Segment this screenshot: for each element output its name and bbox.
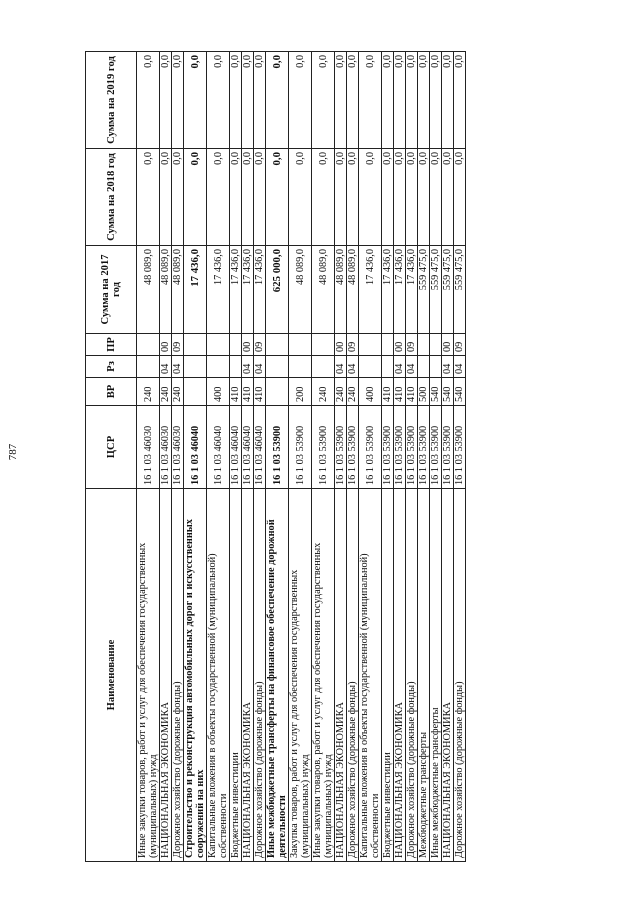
- cell-s2018: 0,0: [242, 149, 254, 246]
- cell-s2018: 0,0: [254, 149, 266, 246]
- cell-vr: 410: [406, 378, 418, 406]
- cell-s2018: 0,0: [394, 149, 406, 246]
- cell-s2019: 0,0: [242, 52, 254, 149]
- cell-rz: [312, 356, 335, 378]
- cell-pr: [207, 334, 230, 356]
- cell-s2019: 0,0: [184, 52, 207, 149]
- header-csr: ЦСР: [86, 406, 137, 489]
- header-rz: Рз: [86, 356, 137, 378]
- cell-pr: 00: [442, 334, 454, 356]
- cell-s2019: 0,0: [254, 52, 266, 149]
- cell-s2019: 0,0: [137, 52, 160, 149]
- cell-csr: 16 1 03 46040: [184, 406, 207, 489]
- header-row: [86, 52, 137, 862]
- cell-csr: 16 1 03 53900: [266, 406, 289, 489]
- table-row: [137, 52, 160, 862]
- cell-rz: [382, 356, 394, 378]
- cell-name: Дорожное хозяйство (дорожные фонды): [454, 489, 466, 862]
- cell-csr: 16 1 03 46030: [172, 406, 184, 489]
- cell-s2018: 0,0: [418, 149, 430, 246]
- cell-s2017: 17 436,0: [242, 246, 254, 334]
- cell-name: Иные межбюджетные трансферты на финансовое обеспечение дорожной деятельности: [266, 489, 289, 862]
- cell-vr: 200: [289, 378, 312, 406]
- cell-pr: [382, 334, 394, 356]
- cell-pr: 00: [160, 334, 172, 356]
- cell-vr: 410: [382, 378, 394, 406]
- cell-pr: [312, 334, 335, 356]
- cell-csr: 16 1 03 46030: [137, 406, 160, 489]
- table-row: [184, 52, 207, 862]
- cell-s2017: 48 089,0: [312, 246, 335, 334]
- cell-rz: [137, 356, 160, 378]
- cell-name: Дорожное хозяйство (дорожные фонды): [406, 489, 418, 862]
- cell-csr: 16 1 03 53900: [382, 406, 394, 489]
- cell-pr: [430, 334, 442, 356]
- header-sum-2018: Сумма на 2018 год: [86, 149, 137, 246]
- cell-csr: 16 1 03 53900: [442, 406, 454, 489]
- cell-name: Межбюджетные трансферты: [418, 489, 430, 862]
- cell-name: НАЦИОНАЛЬНАЯ ЭКОНОМИКА: [442, 489, 454, 862]
- cell-rz: 04: [254, 356, 266, 378]
- cell-name: Иные межбюджетные трансферты: [430, 489, 442, 862]
- table-row: [242, 52, 254, 862]
- cell-csr: 16 1 03 53900: [406, 406, 418, 489]
- table-row: [335, 52, 347, 862]
- cell-pr: [266, 334, 289, 356]
- cell-rz: 04: [442, 356, 454, 378]
- cell-s2019: 0,0: [454, 52, 466, 149]
- cell-csr: 16 1 03 46040: [254, 406, 266, 489]
- cell-csr: 16 1 03 46040: [242, 406, 254, 489]
- cell-pr: [418, 334, 430, 356]
- table-row: [454, 52, 466, 862]
- cell-pr: 09: [454, 334, 466, 356]
- cell-s2019: 0,0: [335, 52, 347, 149]
- cell-vr: 240: [312, 378, 335, 406]
- cell-s2019: 0,0: [442, 52, 454, 149]
- cell-vr: 240: [172, 378, 184, 406]
- cell-pr: 00: [242, 334, 254, 356]
- cell-s2018: 0,0: [137, 149, 160, 246]
- cell-s2017: 559 475,0: [454, 246, 466, 334]
- cell-rz: 04: [172, 356, 184, 378]
- cell-name: Бюджетные инвестиции: [382, 489, 394, 862]
- cell-name: НАЦИОНАЛЬНАЯ ЭКОНОМИКА: [160, 489, 172, 862]
- cell-csr: 16 1 03 46040: [230, 406, 242, 489]
- cell-s2018: 0,0: [335, 149, 347, 246]
- cell-s2017: 17 436,0: [254, 246, 266, 334]
- table-row: [230, 52, 242, 862]
- cell-s2019: 0,0: [289, 52, 312, 149]
- header-pr: ПР: [86, 334, 137, 356]
- cell-s2019: 0,0: [430, 52, 442, 149]
- cell-rz: 04: [335, 356, 347, 378]
- cell-s2018: 0,0: [442, 149, 454, 246]
- cell-s2017: 559 475,0: [442, 246, 454, 334]
- cell-s2017: 17 436,0: [230, 246, 242, 334]
- cell-pr: 00: [335, 334, 347, 356]
- cell-vr: 410: [242, 378, 254, 406]
- cell-vr: [184, 378, 207, 406]
- cell-s2018: 0,0: [406, 149, 418, 246]
- cell-name: Иные закупки товаров, работ и услуг для обеспечения государственных (муниципальных) нужд: [137, 489, 160, 862]
- cell-s2018: 0,0: [160, 149, 172, 246]
- budget-table-container: [85, 52, 466, 862]
- cell-vr: 540: [442, 378, 454, 406]
- table-row: [289, 52, 312, 862]
- cell-s2018: 0,0: [347, 149, 359, 246]
- cell-vr: 400: [359, 378, 382, 406]
- cell-vr: 240: [347, 378, 359, 406]
- cell-s2019: 0,0: [359, 52, 382, 149]
- cell-s2017: 48 089,0: [335, 246, 347, 334]
- table-row: [418, 52, 430, 862]
- cell-s2019: 0,0: [172, 52, 184, 149]
- cell-pr: [184, 334, 207, 356]
- table-row: [359, 52, 382, 862]
- cell-csr: 16 1 03 53900: [430, 406, 442, 489]
- cell-csr: 16 1 03 46040: [207, 406, 230, 489]
- cell-name: Капитальные вложения в объекты государственной (муниципальной) собственности: [359, 489, 382, 862]
- table-row: [382, 52, 394, 862]
- cell-s2017: 17 436,0: [184, 246, 207, 334]
- table-row: [394, 52, 406, 862]
- cell-s2019: 0,0: [266, 52, 289, 149]
- table-row: [254, 52, 266, 862]
- cell-csr: 16 1 03 53900: [418, 406, 430, 489]
- page-number: 787: [7, 443, 19, 461]
- cell-rz: [430, 356, 442, 378]
- header-sum-2017: Сумма на 2017 год: [86, 246, 137, 334]
- cell-s2019: 0,0: [382, 52, 394, 149]
- table-row: [172, 52, 184, 862]
- cell-s2018: 0,0: [454, 149, 466, 246]
- cell-csr: 16 1 03 53900: [335, 406, 347, 489]
- table-row: [347, 52, 359, 862]
- cell-csr: 16 1 03 53900: [394, 406, 406, 489]
- cell-csr: 16 1 03 53900: [454, 406, 466, 489]
- cell-vr: 410: [254, 378, 266, 406]
- budget-table: [85, 51, 466, 862]
- cell-s2019: 0,0: [347, 52, 359, 149]
- cell-name: НАЦИОНАЛЬНАЯ ЭКОНОМИКА: [242, 489, 254, 862]
- cell-rz: [266, 356, 289, 378]
- cell-rz: [359, 356, 382, 378]
- table-row: [160, 52, 172, 862]
- cell-s2018: 0,0: [266, 149, 289, 246]
- cell-name: Иные закупки товаров, работ и услуг для обеспечения государственных (муниципальных) нужд: [312, 489, 335, 862]
- cell-s2017: 559 475,0: [418, 246, 430, 334]
- cell-s2018: 0,0: [430, 149, 442, 246]
- cell-rz: 04: [394, 356, 406, 378]
- cell-rz: 04: [160, 356, 172, 378]
- cell-vr: 540: [454, 378, 466, 406]
- cell-s2019: 0,0: [160, 52, 172, 149]
- cell-vr: 400: [207, 378, 230, 406]
- cell-csr: 16 1 03 53900: [347, 406, 359, 489]
- table-body: [137, 52, 466, 862]
- cell-name: Бюджетные инвестиции: [230, 489, 242, 862]
- cell-rz: 04: [242, 356, 254, 378]
- cell-name: Капитальные вложения в объекты государственной (муниципальной) собственности: [207, 489, 230, 862]
- cell-s2018: 0,0: [172, 149, 184, 246]
- cell-csr: 16 1 03 46030: [160, 406, 172, 489]
- cell-rz: [418, 356, 430, 378]
- header-sum-2019: Сумма на 2019 год: [86, 52, 137, 149]
- cell-vr: 240: [335, 378, 347, 406]
- header-vr: ВР: [86, 378, 137, 406]
- cell-pr: [230, 334, 242, 356]
- cell-vr: 410: [394, 378, 406, 406]
- table-row: [207, 52, 230, 862]
- cell-name: Дорожное хозяйство (дорожные фонды): [172, 489, 184, 862]
- cell-rz: [230, 356, 242, 378]
- cell-vr: 240: [137, 378, 160, 406]
- cell-s2017: 625 000,0: [266, 246, 289, 334]
- cell-csr: 16 1 03 53900: [289, 406, 312, 489]
- cell-s2017: 17 436,0: [406, 246, 418, 334]
- cell-s2017: 17 436,0: [382, 246, 394, 334]
- cell-pr: [137, 334, 160, 356]
- cell-s2019: 0,0: [418, 52, 430, 149]
- cell-csr: 16 1 03 53900: [359, 406, 382, 489]
- cell-s2017: 48 089,0: [347, 246, 359, 334]
- cell-s2017: 559 475,0: [430, 246, 442, 334]
- cell-s2019: 0,0: [394, 52, 406, 149]
- cell-rz: [289, 356, 312, 378]
- cell-s2019: 0,0: [207, 52, 230, 149]
- cell-rz: [207, 356, 230, 378]
- cell-pr: 09: [406, 334, 418, 356]
- cell-s2018: 0,0: [207, 149, 230, 246]
- cell-vr: 410: [230, 378, 242, 406]
- cell-rz: 04: [406, 356, 418, 378]
- cell-vr: 540: [430, 378, 442, 406]
- cell-name: Дорожное хозяйство (дорожные фонды): [347, 489, 359, 862]
- cell-pr: 00: [394, 334, 406, 356]
- cell-s2017: 17 436,0: [359, 246, 382, 334]
- cell-s2017: 48 089,0: [137, 246, 160, 334]
- cell-s2018: 0,0: [312, 149, 335, 246]
- cell-s2018: 0,0: [359, 149, 382, 246]
- cell-vr: 500: [418, 378, 430, 406]
- header-name: Наименование: [86, 489, 137, 862]
- cell-pr: 09: [254, 334, 266, 356]
- cell-s2017: 48 089,0: [289, 246, 312, 334]
- cell-name: НАЦИОНАЛЬНАЯ ЭКОНОМИКА: [394, 489, 406, 862]
- cell-s2017: 17 436,0: [394, 246, 406, 334]
- cell-csr: 16 1 03 53900: [312, 406, 335, 489]
- cell-s2018: 0,0: [289, 149, 312, 246]
- cell-vr: [266, 378, 289, 406]
- cell-s2018: 0,0: [184, 149, 207, 246]
- cell-s2019: 0,0: [230, 52, 242, 149]
- table-row: [266, 52, 289, 862]
- cell-s2017: 48 089,0: [172, 246, 184, 334]
- cell-pr: 09: [172, 334, 184, 356]
- cell-s2019: 0,0: [312, 52, 335, 149]
- cell-rz: 04: [454, 356, 466, 378]
- cell-s2018: 0,0: [382, 149, 394, 246]
- cell-s2018: 0,0: [230, 149, 242, 246]
- table-row: [312, 52, 335, 862]
- cell-name: Дорожное хозяйство (дорожные фонды): [254, 489, 266, 862]
- table-row: [442, 52, 454, 862]
- cell-s2017: 17 436,0: [207, 246, 230, 334]
- cell-s2019: 0,0: [406, 52, 418, 149]
- cell-rz: [184, 356, 207, 378]
- cell-vr: 240: [160, 378, 172, 406]
- table-row: [406, 52, 418, 862]
- cell-name: Закупка товаров, работ и услуг для обеспечения государственных (муниципальных) нужд: [289, 489, 312, 862]
- cell-pr: [359, 334, 382, 356]
- cell-pr: 09: [347, 334, 359, 356]
- cell-name: НАЦИОНАЛЬНАЯ ЭКОНОМИКА: [335, 489, 347, 862]
- table-row: [430, 52, 442, 862]
- cell-rz: 04: [347, 356, 359, 378]
- cell-s2017: 48 089,0: [160, 246, 172, 334]
- cell-pr: [289, 334, 312, 356]
- cell-name: Строительство и реконструкция автомобильных дорог и искусственных сооружений на них: [184, 489, 207, 862]
